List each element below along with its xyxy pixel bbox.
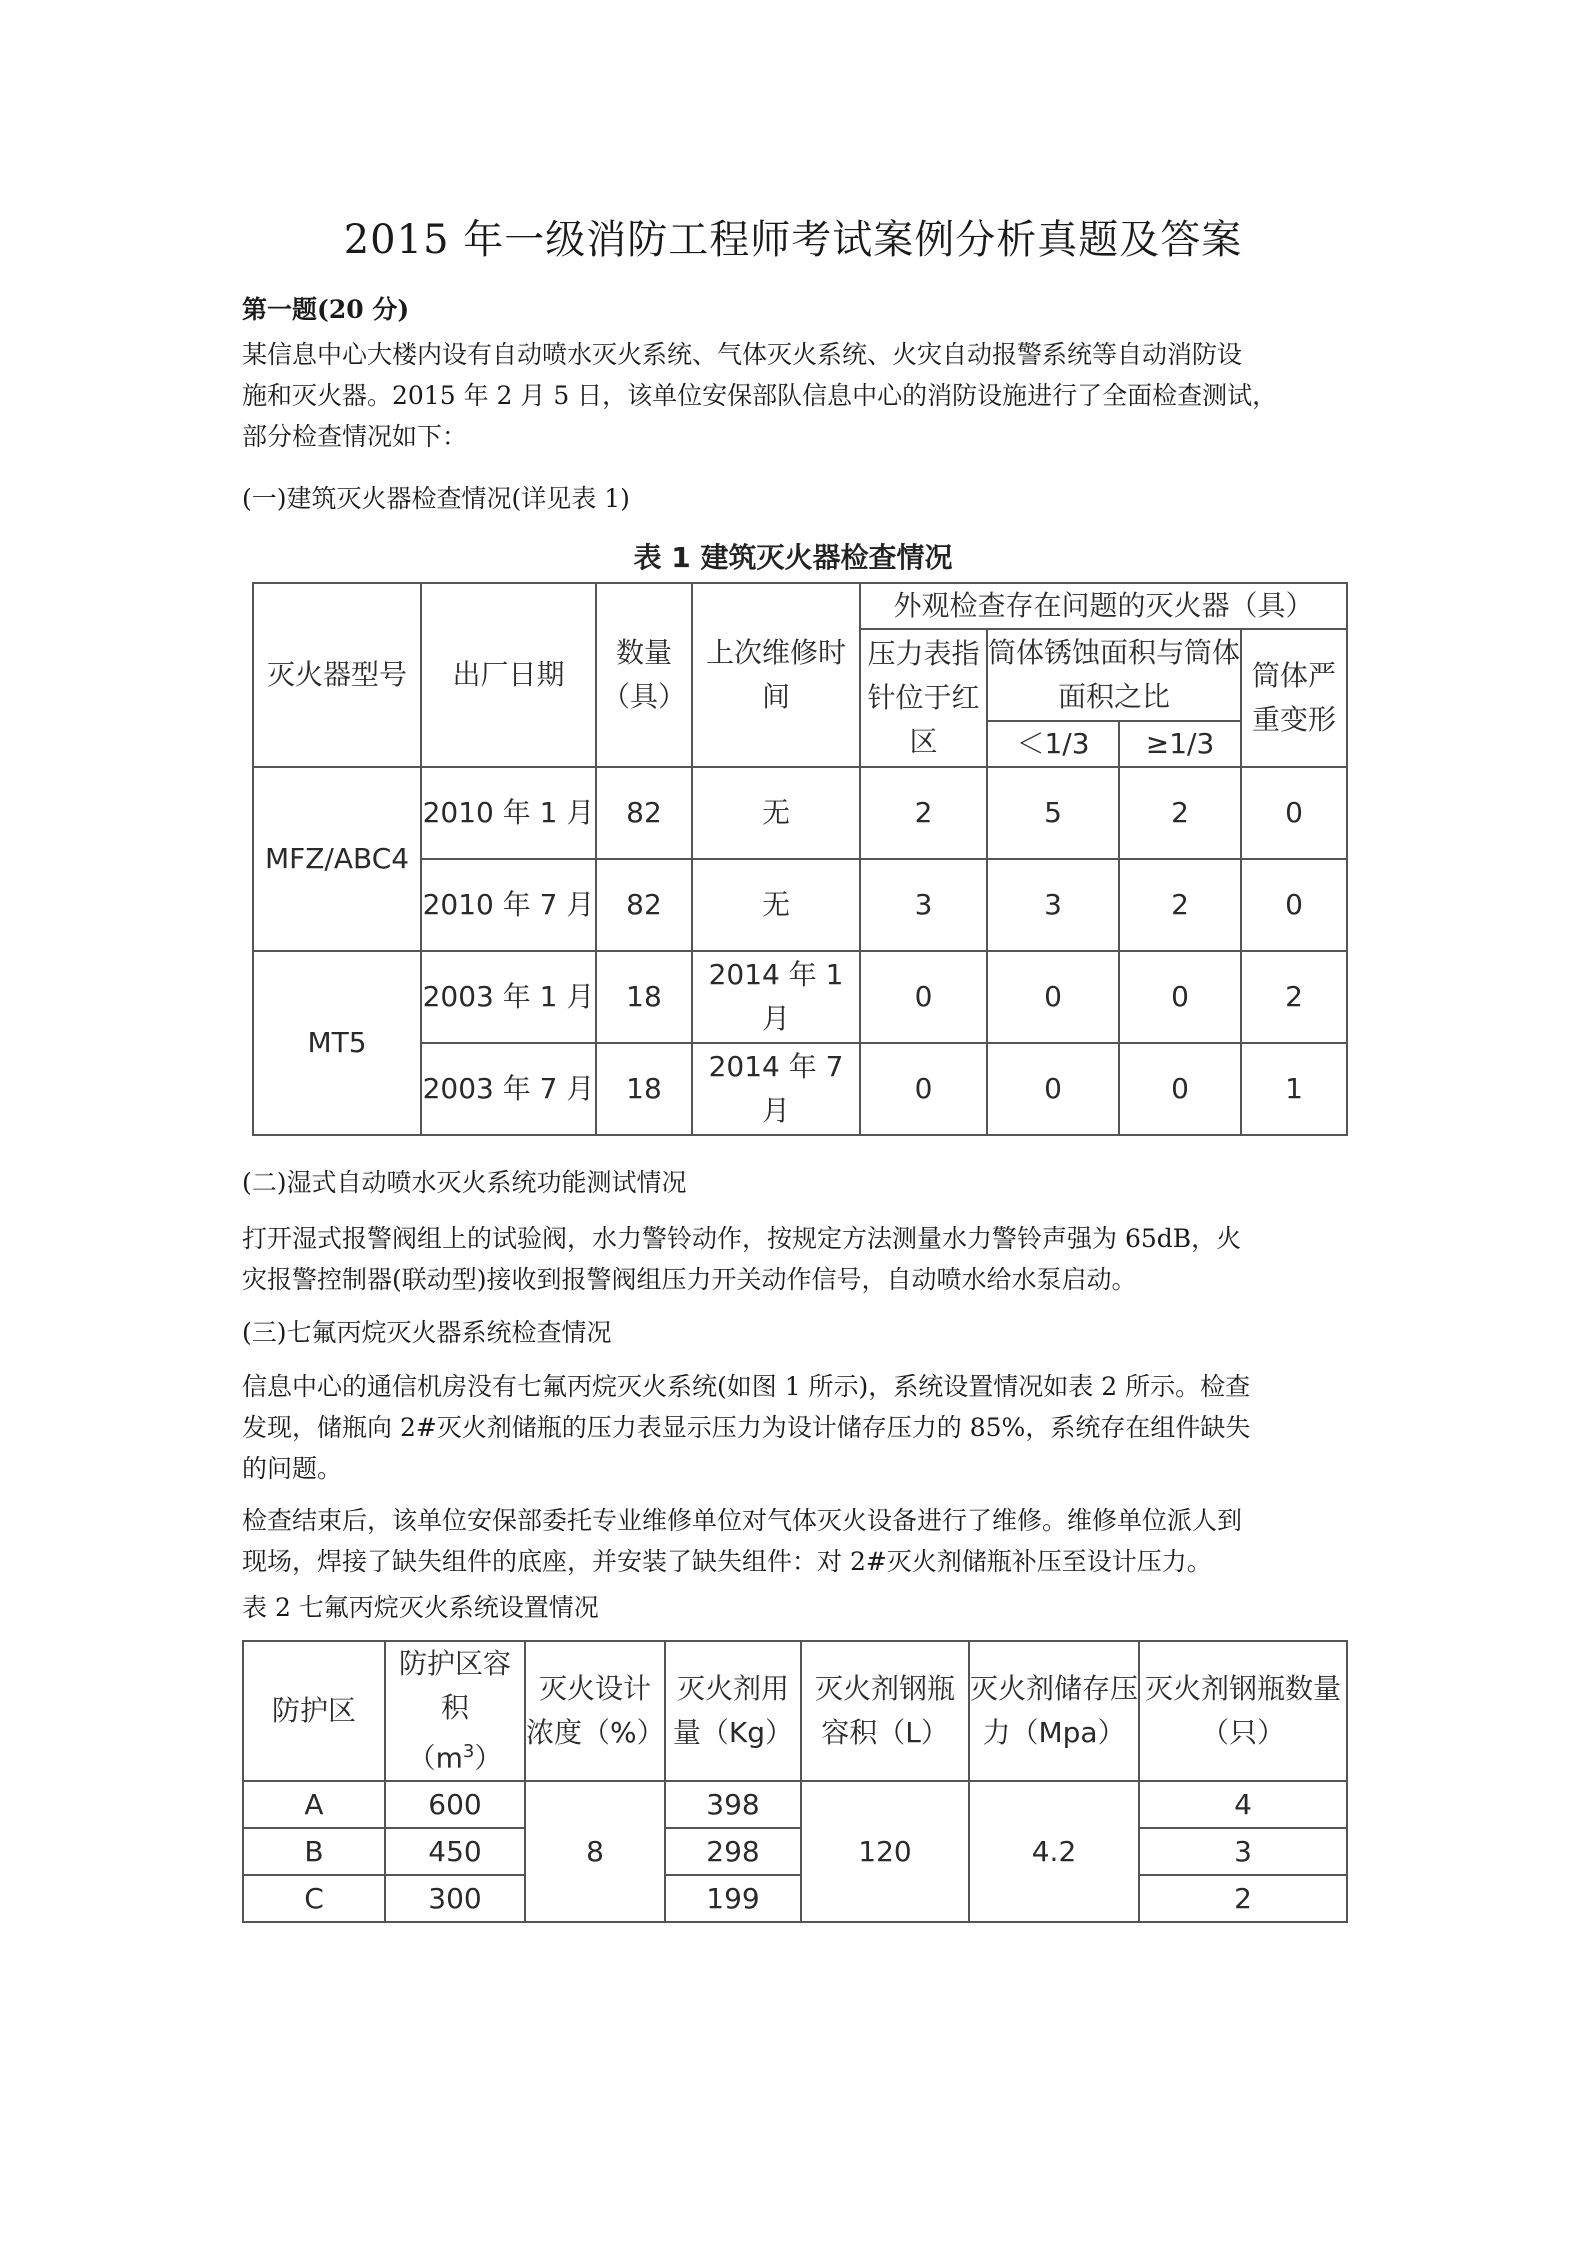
header-pressure: 灭火剂储存压力（Mpa） <box>969 1641 1139 1781</box>
text-line: 检查结束后，该单位安保部委托专业维修单位对气体灭火设备进行了维修。维修单位派人到 <box>242 1506 1243 1535</box>
heptafluoropropane-table <box>242 1640 1348 1923</box>
text-line: 发现，储瓶向 2#灭火剂储瓶的压力表显示压力为设计储存压力的 85%，系统存在组件缺失 <box>242 1413 1251 1442</box>
cell-bottle-volume: 120 <box>801 1781 969 1922</box>
header-deform: 筒体严重变形 <box>1241 629 1347 767</box>
intro-paragraph <box>242 334 1352 457</box>
cell-zone: A <box>243 1781 385 1828</box>
cell-lt: 3 <box>987 859 1119 951</box>
cell-repair: 2014 年 7 月 <box>692 1043 860 1135</box>
text-line: 现场，焊接了缺失组件的底座，并安装了缺失组件：对 2#灭火剂储瓶补压至设计压力。 <box>242 1547 1212 1576</box>
extinguisher-table <box>252 582 1348 1136</box>
table-row <box>253 951 1347 1043</box>
cell-pressure: 2 <box>860 767 987 859</box>
page-title: 2015 年一级消防工程师考试案例分析真题及答案 <box>343 217 1243 263</box>
table-row <box>253 767 1347 859</box>
header-volume-label: 防护区容积 <box>398 1647 511 1724</box>
table-row <box>243 1781 1347 1828</box>
text-line: 打开湿式报警阀组上的试验阀，水力警铃动作，按规定方法测量水力警铃声强为 65dB，火 <box>242 1224 1242 1253</box>
cell-pressure: 0 <box>860 951 987 1043</box>
cell-pressure: 3 <box>860 859 987 951</box>
cell-volume: 450 <box>385 1828 525 1875</box>
text-line: 部分检查情况如下： <box>242 422 468 451</box>
header-repair: 上次维修时间 <box>692 583 860 767</box>
cell-repair: 2014 年 1 月 <box>692 951 860 1043</box>
header-model: 灭火器型号 <box>253 583 421 767</box>
cell-volume: 300 <box>385 1875 525 1922</box>
table-row <box>243 1828 1347 1875</box>
header-volume <box>385 1641 525 1781</box>
cell-ge: 0 <box>1119 1043 1241 1135</box>
cell-concentration: 8 <box>525 1781 665 1922</box>
question-heading: 第一题(20 分) <box>242 295 410 324</box>
header-bottles: 灭火剂钢瓶数量（只） <box>1139 1641 1347 1781</box>
cell-pressure: 4.2 <box>969 1781 1139 1922</box>
text-line: 施和灭火器。2015 年 2 月 5 日，该单位安保部队信息中心的消防设施进行了全面检查测试， <box>242 381 1278 410</box>
header-date: 出厂日期 <box>421 583 596 767</box>
text-line: 的问题。 <box>242 1454 343 1483</box>
cell-lt: 5 <box>987 767 1119 859</box>
unit-prefix: （m <box>407 1741 463 1775</box>
cell-lt: 0 <box>987 951 1119 1043</box>
header-group: 外观检查存在问题的灭火器（具） <box>860 583 1347 629</box>
table2-caption: 表 2 七氟丙烷灭火系统设置情况 <box>242 1593 599 1622</box>
cell-zone: B <box>243 1828 385 1875</box>
cell-volume: 600 <box>385 1781 525 1828</box>
text-line: 灾报警控制器(联动型)接收到报警阀组压力开关动作信号，自动喷水给水泵启动。 <box>242 1265 1137 1294</box>
cell-qty: 18 <box>596 951 692 1043</box>
cell-lt: 0 <box>987 1043 1119 1135</box>
header-corrosion: 筒体锈蚀面积与筒体面积之比 <box>987 629 1241 721</box>
header-volume-unit <box>386 1730 524 1780</box>
section2-paragraph <box>242 1218 1352 1300</box>
cell-ge: 2 <box>1119 767 1241 859</box>
cell-ge: 0 <box>1119 951 1241 1043</box>
cell-deform: 0 <box>1241 859 1347 951</box>
cell-bottles: 2 <box>1139 1875 1347 1922</box>
cell-ge: 2 <box>1119 859 1241 951</box>
section1-heading: (一)建筑灭火器检查情况(详见表 1) <box>242 484 630 513</box>
cell-bottles: 4 <box>1139 1781 1347 1828</box>
text-line: 信息中心的通信机房没有七氟丙烷灭火系统(如图 1 所示)，系统设置情况如表 2 所示。检查 <box>242 1372 1251 1401</box>
cell-model: MFZ/ABC4 <box>253 767 421 951</box>
cell-deform: 0 <box>1241 767 1347 859</box>
header-amount: 灭火剂用量（Kg） <box>665 1641 801 1781</box>
unit-superscript: 3 <box>462 1741 475 1762</box>
cell-bottles: 3 <box>1139 1828 1347 1875</box>
cell-model: MT5 <box>253 951 421 1135</box>
cell-amount: 199 <box>665 1875 801 1922</box>
cell-deform: 1 <box>1241 1043 1347 1135</box>
cell-repair: 无 <box>692 859 860 951</box>
cell-date: 2003 年 7 月 <box>421 1043 596 1135</box>
cell-qty: 82 <box>596 767 692 859</box>
text-line: 某信息中心大楼内设有自动喷水灭火系统、气体灭火系统、火灾自动报警系统等自动消防设 <box>242 340 1243 369</box>
cell-repair: 无 <box>692 767 860 859</box>
cell-deform: 2 <box>1241 951 1347 1043</box>
header-ge: ≥1/3 <box>1119 721 1241 767</box>
section3-paragraph <box>242 1366 1352 1489</box>
cell-date: 2003 年 1 月 <box>421 951 596 1043</box>
header-lt: ＜1/3 <box>987 721 1119 767</box>
cell-qty: 18 <box>596 1043 692 1135</box>
header-pressure: 压力表指针位于红区 <box>860 629 987 767</box>
cell-date: 2010 年 7 月 <box>421 859 596 951</box>
cell-amount: 298 <box>665 1828 801 1875</box>
header-zone: 防护区 <box>243 1641 385 1781</box>
table1-caption: 表 1 建筑灭火器检查情况 <box>633 541 953 574</box>
header-bottle-volume: 灭火剂钢瓶容积（L） <box>801 1641 969 1781</box>
unit-suffix: ） <box>474 1741 503 1775</box>
header-qty: 数量（具） <box>596 583 692 767</box>
cell-qty: 82 <box>596 859 692 951</box>
cell-date: 2010 年 1 月 <box>421 767 596 859</box>
table-row <box>243 1875 1347 1922</box>
section3-heading: (三)七氟丙烷灭火器系统检查情况 <box>242 1318 612 1347</box>
cell-amount: 398 <box>665 1781 801 1828</box>
section4-paragraph <box>242 1500 1352 1582</box>
section2-heading: (二)湿式自动喷水灭火系统功能测试情况 <box>242 1168 687 1197</box>
cell-zone: C <box>243 1875 385 1922</box>
header-concentration: 灭火设计浓度（%） <box>525 1641 665 1781</box>
cell-pressure: 0 <box>860 1043 987 1135</box>
